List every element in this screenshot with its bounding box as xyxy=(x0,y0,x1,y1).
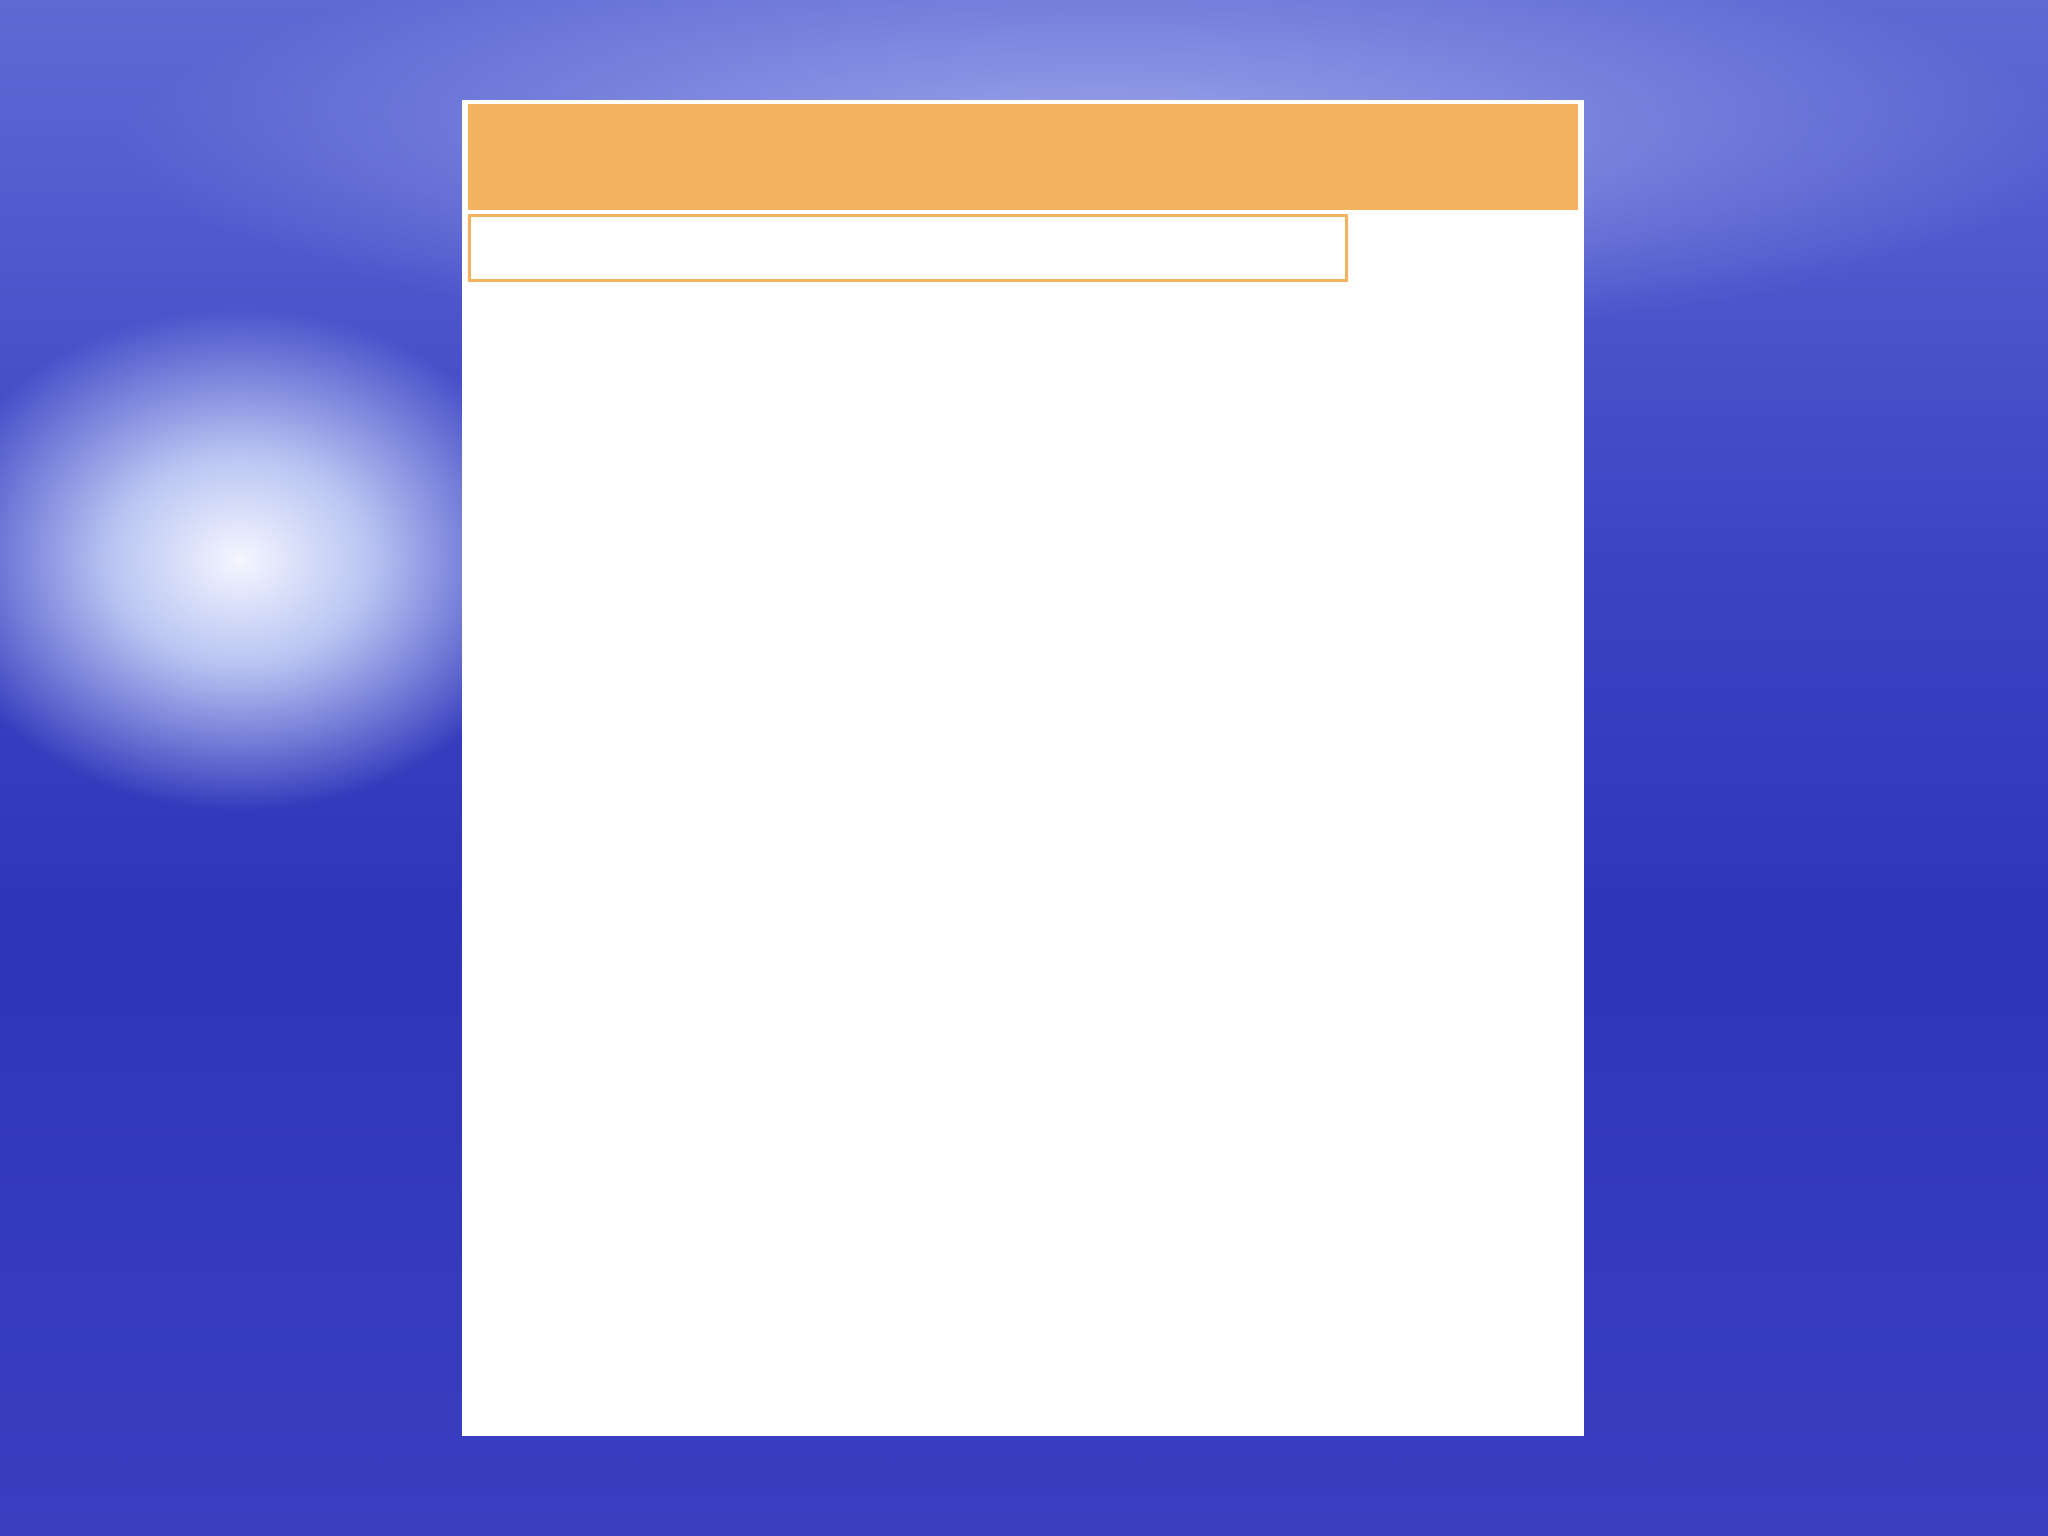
month-header xyxy=(468,214,1348,282)
table-document xyxy=(462,100,1584,1436)
station-header xyxy=(1350,214,1578,458)
title-band xyxy=(468,104,1578,210)
